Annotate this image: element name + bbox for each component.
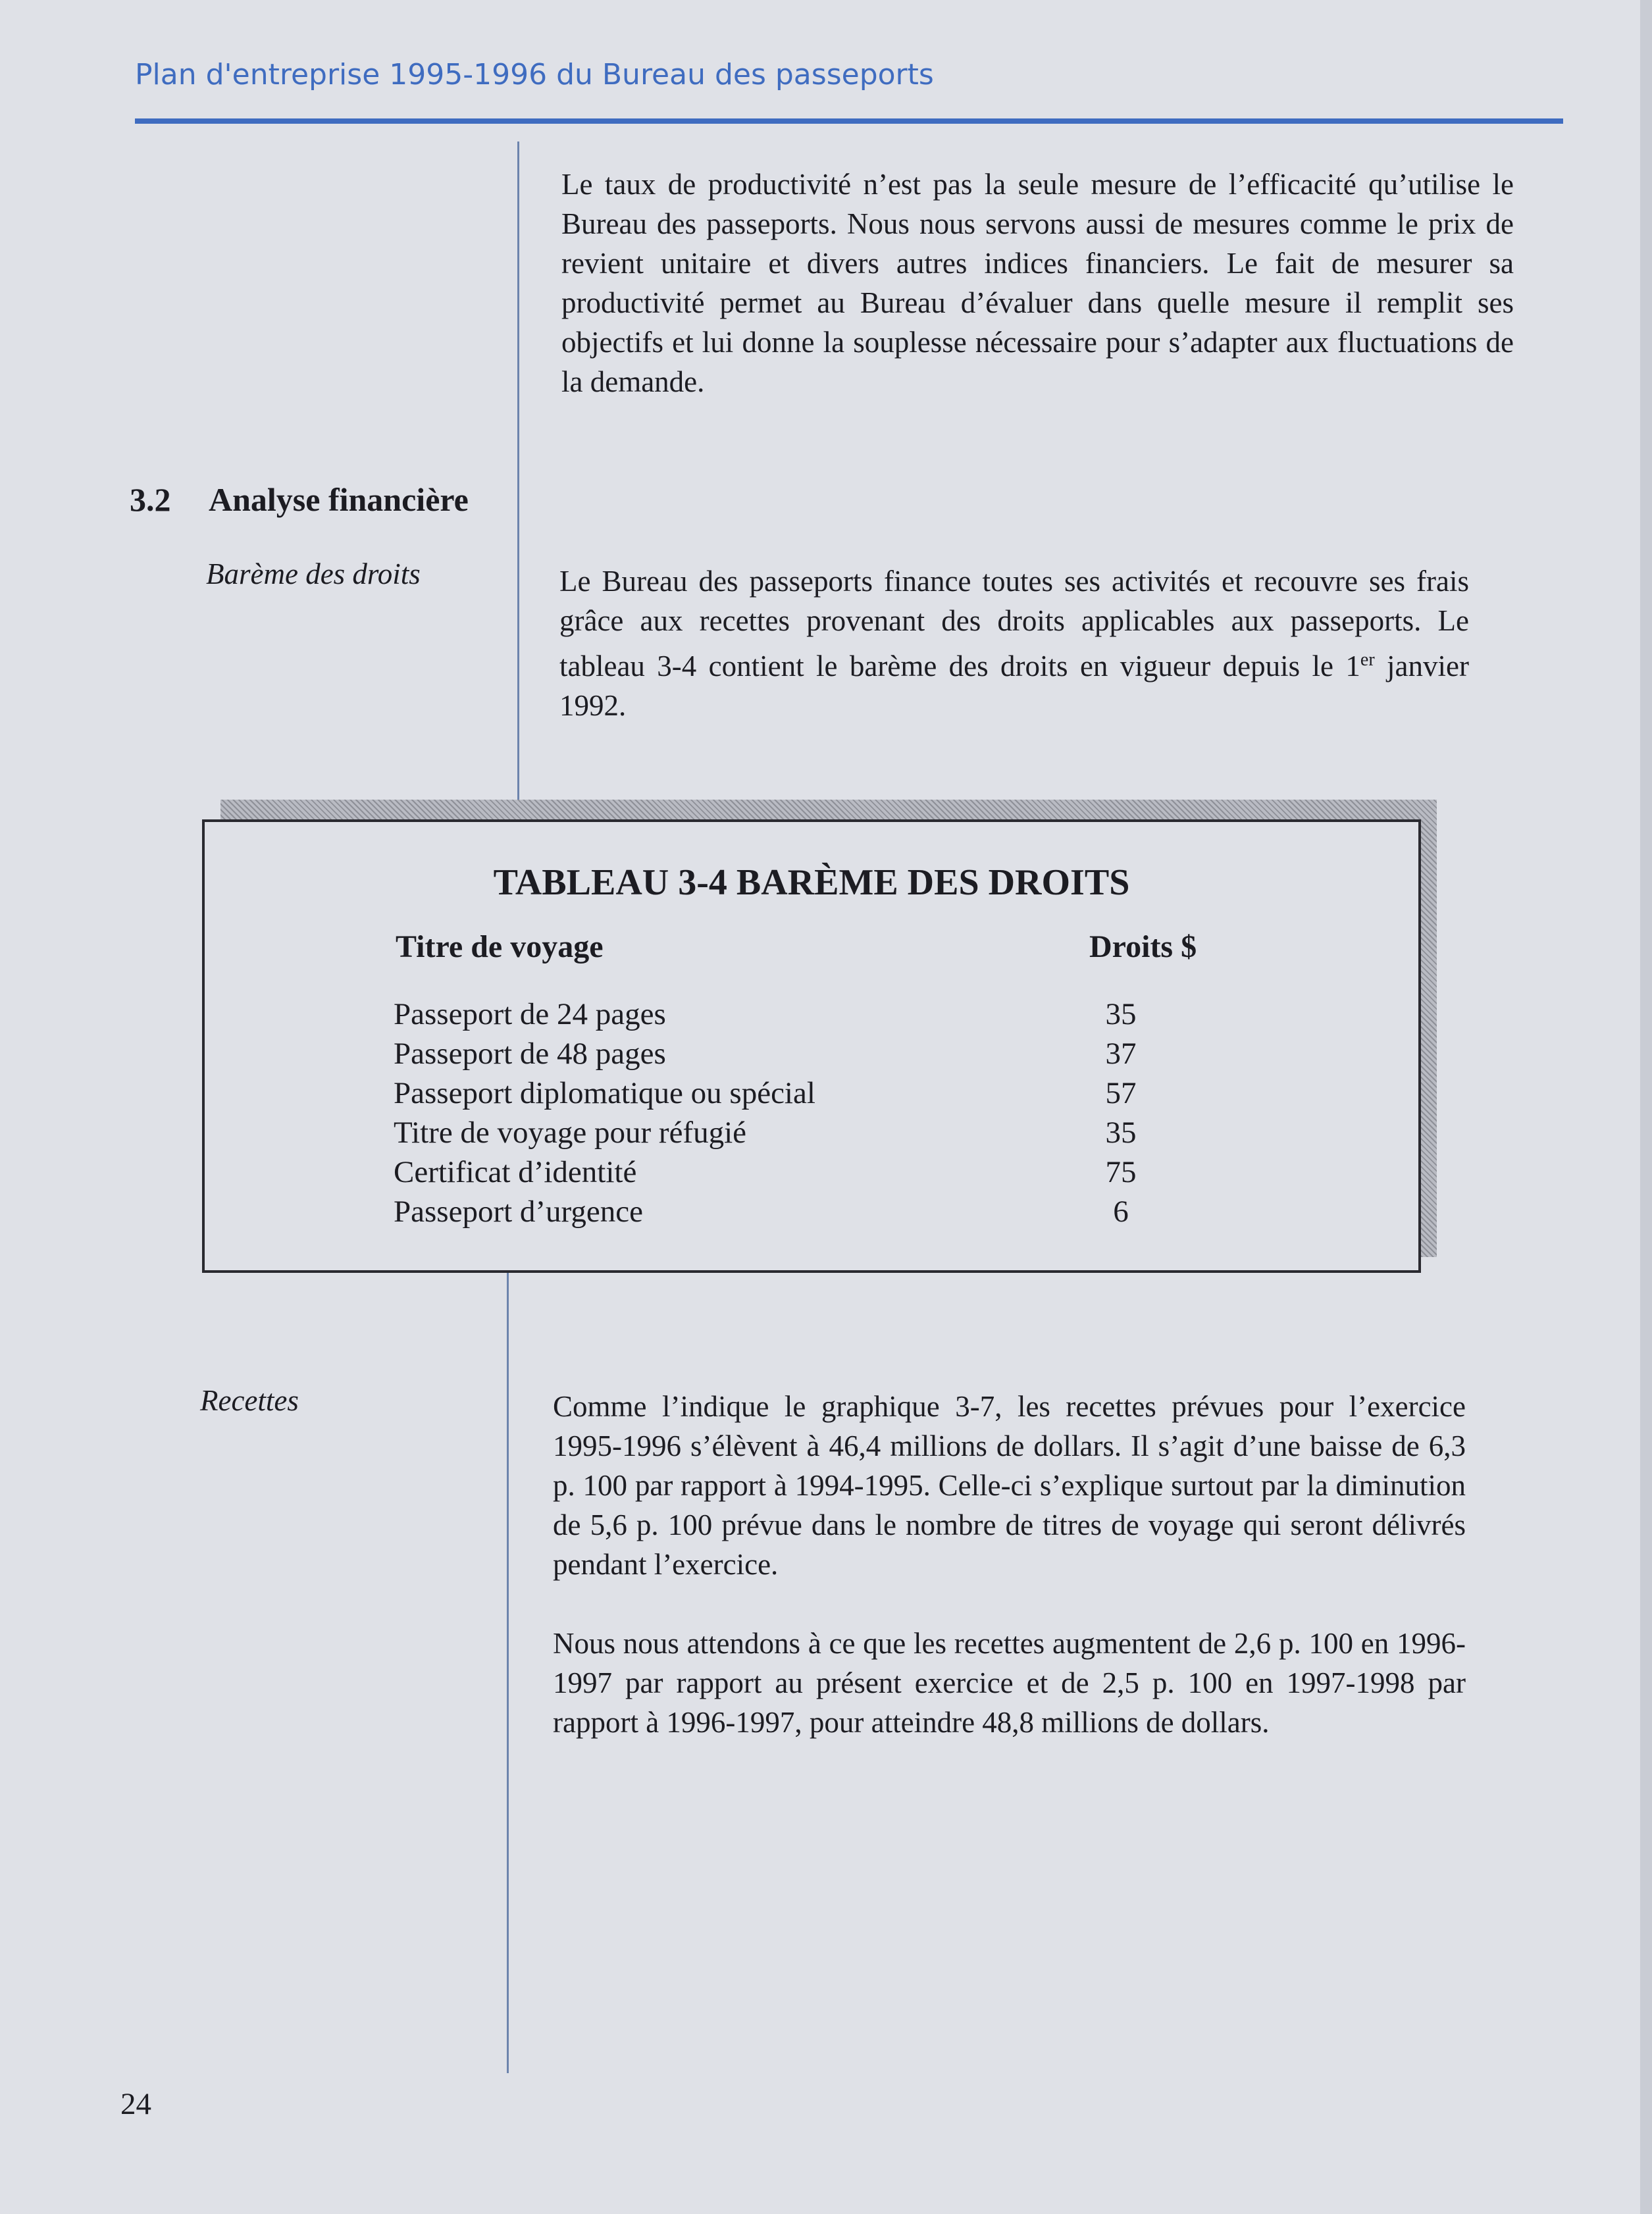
fees-paragraph xyxy=(559,561,1469,725)
revenue-paragraphs xyxy=(553,1387,1466,1742)
table-row xyxy=(394,1073,1269,1113)
fees-text xyxy=(559,561,1469,725)
intro-paragraph xyxy=(561,165,1514,401)
revenue-side-label: Recettes xyxy=(200,1384,299,1417)
row-document: Certificat d’identité xyxy=(394,1155,637,1189)
table-row xyxy=(394,994,1269,1034)
section-number: 3.2 xyxy=(130,481,171,518)
row-document: Titre de voyage pour réfugié xyxy=(394,1116,747,1150)
revenue-paragraph-1: Comme l’indique le graphique 3-7, les recettes prévues pour l’exercice 1995-1996 s’élèvent à 46,4 millions de dollars. Il s’agit d’une baisse de 6,3 p. 100 par rapport à 1994-1995. Celle-ci s’explique surtout par la diminution de 5,6 p. 100 prévue dans le nombre de titres de voyage qui seront délivrés pendant l’exercice. xyxy=(553,1390,1466,1581)
fees-superscript: er xyxy=(1360,650,1375,670)
column-divider-top xyxy=(517,142,519,819)
section-title: Analyse financière xyxy=(209,481,469,518)
row-fee: 35 xyxy=(1105,1116,1137,1150)
header-title: Plan d'entreprise 1995-1996 du Bureau des passeports xyxy=(135,58,934,91)
row-fee: 35 xyxy=(1105,997,1137,1031)
table-title: TABLEAU 3-4 BARÈME DES DROITS xyxy=(493,862,1130,903)
fees-text-start: Le Bureau des passeports finance toutes ses activités et recouvre ses frais grâce aux recettes provenant des droits applicables aux passeports. Le tableau 3-4 contient le barème des droits en vigueur depuis le 1 xyxy=(559,565,1469,682)
col-header-fee: Droits $ xyxy=(1089,929,1197,964)
page-number: 24 xyxy=(120,2087,151,2121)
fees-text-end: janvier 1992. xyxy=(559,650,1469,722)
row-fee: 37 xyxy=(1105,1037,1137,1071)
table-rows xyxy=(394,994,1269,1231)
table-row xyxy=(394,1152,1269,1192)
table-row xyxy=(394,1034,1269,1073)
col-header-document: Titre de voyage xyxy=(396,929,604,964)
section-heading xyxy=(130,480,469,519)
row-document: Passeport de 24 pages xyxy=(394,997,666,1031)
row-fee: 6 xyxy=(1113,1195,1129,1229)
page-edge xyxy=(1640,0,1652,2214)
row-fee: 75 xyxy=(1105,1155,1137,1189)
table-row xyxy=(394,1192,1269,1231)
column-divider-bottom xyxy=(507,1270,509,2073)
header-rule xyxy=(135,118,1563,124)
revenue-paragraph-2: Nous nous attendons à ce que les recettes augmentent de 2,6 p. 100 en 1996-1997 par rapport au présent exercice et de 2,5 p. 100 en 1997-1998 par rapport à 1996-1997, pour atteindre 48,8 millions de dollars. xyxy=(553,1627,1466,1739)
table-row xyxy=(394,1113,1269,1152)
row-document: Passeport d’urgence xyxy=(394,1195,643,1229)
row-document: Passeport diplomatique ou spécial xyxy=(394,1076,815,1110)
row-fee: 57 xyxy=(1105,1076,1137,1110)
fees-table xyxy=(202,819,1421,1273)
row-document: Passeport de 48 pages xyxy=(394,1037,666,1071)
fees-side-label: Barème des droits xyxy=(206,557,421,590)
intro-text: Le taux de productivité n’est pas la seule mesure de l’efficacité qu’utilise le Bureau des passeports. Nous nous servons aussi de mesures comme le prix de revient unitaire et divers autres indices financiers. Le fait de mesurer sa productivité permet au Bureau d’évaluer dans quelle mesure il remplit ses objectifs et lui donne la souplesse nécessaire pour s’adapter aux fluctuations de la demande. xyxy=(561,168,1514,398)
